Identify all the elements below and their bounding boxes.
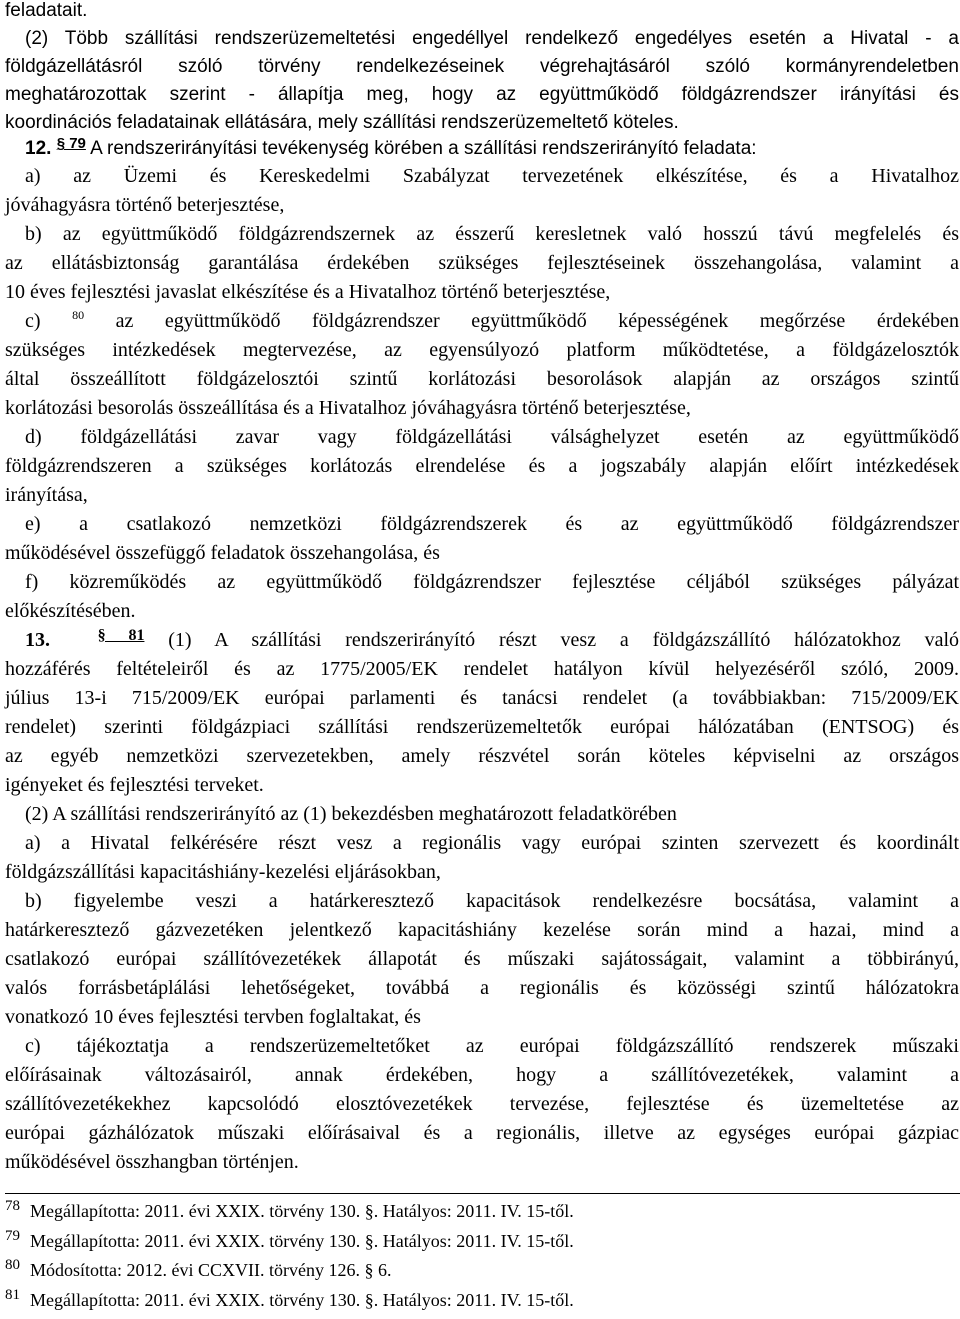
- footnote-separator: [5, 1193, 960, 1194]
- text-line: b) az együttműködő földgázrendszernek az ésszerű keresletnek való hosszú távú megfelelés és: [25, 223, 959, 245]
- section-footnote-ref: § 79: [56, 135, 86, 152]
- footnote-number: 80: [5, 1257, 20, 1273]
- point-label: c): [25, 310, 73, 332]
- footnote-ref: 80: [72, 308, 85, 322]
- text-line: f) közreműködés az együttműködő földgázrendszer fejlesztése céljából szükséges pályázat: [25, 571, 959, 593]
- text-line: csatlakozó európai szállítóvezetékek állapotát és műszaki sajátosságait, valamint a többirányú,: [5, 948, 959, 970]
- text-line: az egyéb nemzetközi szervezetekben, amely részvétel során köteles képviselni az országos: [5, 745, 959, 767]
- text-line: igényeket és fejlesztési terveket.: [5, 774, 264, 796]
- section-number: 13.: [25, 629, 50, 651]
- footnote: [5, 1257, 392, 1281]
- section-12-heading: [5, 135, 959, 160]
- text-line: A rendszerirányítási tevékenység körében a szállítási rendszerirányító feladata:: [85, 138, 757, 159]
- text-line: (2) A szállítási rendszerirányító az (1) bekezdésben meghatározott feladatkörében: [25, 803, 677, 825]
- text-line: az együttműködő földgázrendszer együttműködő képességének megőrzése érdekében: [84, 310, 959, 332]
- text-line: koordinációs feladatainak ellátására, mely szállítási rendszerüzemeltető köteles.: [5, 112, 679, 133]
- point-c-line: [5, 310, 959, 333]
- text-line: előkészítésében.: [5, 600, 136, 622]
- text-line: szükséges intézkedések megtervezése, az egyensúlyozó platform működtetése, a földgázelosztók: [5, 339, 959, 361]
- text-line: működésével összhangban történjen.: [5, 1151, 299, 1173]
- footnote-text: Megállapította: 2011. évi XXIX. törvény 130. §. Hatályos: 2011. IV. 15-től.: [30, 1290, 574, 1310]
- text-line: meghatározottak szerint - állapítja meg, hogy az együttműködő földgázrendszer irányítási és: [5, 84, 959, 105]
- text-line: a) az Üzemi és Kereskedelmi Szabályzat tervezetének elkészítése, és a Hivatalhoz: [25, 165, 959, 187]
- footnote-text: Módosította: 2012. évi CCXVII. törvény 126. § 6.: [30, 1260, 392, 1280]
- text-line: európai gázhálózatok műszaki előírásaival és a regionális, illetve az egységes európai gázpiac: [5, 1122, 959, 1144]
- section-13-heading: [5, 629, 959, 652]
- text-line: e) a csatlakozó nemzetközi földgázrendszerek és az együttműködő földgázrendszer: [25, 513, 959, 535]
- text-line: (1) A szállítási rendszerirányító részt vesz a földgázszállító hálózatokhoz való: [144, 629, 959, 651]
- text-line: az ellátásbiztonság garantálása érdekében szükséges fejlesztéseinek összehangolása, valamint a: [5, 252, 959, 274]
- footnote-number: 81: [5, 1287, 20, 1303]
- footnote-text: Megállapította: 2011. évi XXIX. törvény 130. §. Hatályos: 2011. IV. 15-től.: [30, 1231, 574, 1251]
- text-line: korlátozási besorolás összeállítása és a Hivatalhoz jóváhagyásra történő beterjesztése,: [5, 397, 691, 419]
- text-line: földgázellátásról szóló törvény rendelkezéseinek végrehajtásáról szóló kormányrendeletben: [5, 56, 959, 77]
- text-line: feladatait.: [5, 0, 88, 21]
- text-line: (2) Több szállítási rendszerüzemeltetési engedéllyel rendelkező engedélyes esetén a Hivatal - a: [25, 28, 959, 49]
- footnote-number: 79: [5, 1228, 20, 1244]
- text-line: július 13-i 715/2009/EK európai parlamenti és tanácsi rendelet (a továbbiakban: 715/2009/EK: [5, 687, 959, 709]
- footnote: [5, 1228, 574, 1252]
- text-line: vonatkozó 10 éves fejlesztési tervben foglaltakat, és: [5, 1006, 421, 1028]
- text-line: valós forrásbetáplálási lehetőségeket, továbbá a regionális és közösségi szintű hálózatokra: [5, 977, 959, 999]
- text-line: határkeresztező gázvezetéken jelentkező kapacitáshiány kezelése során mind a hazai, mind a: [5, 919, 959, 941]
- text-line: földgázszállítási kapacitáshiány-kezelési eljárásokban,: [5, 861, 441, 883]
- text-line: a) a Hivatal felkérésére részt vesz a regionális vagy európai szinten szervezett és koordinált: [25, 832, 959, 854]
- text-line: szállítóvezetékekhez kapcsolódó elosztóvezetékek tervezése, fejlesztése és üzemeltetése az: [5, 1093, 959, 1115]
- footnote-number: 78: [5, 1198, 20, 1214]
- footnote: [5, 1198, 574, 1222]
- section-number: 12.: [25, 138, 52, 159]
- text-line: c) tájékoztatja a rendszerüzemeltetőket az európai földgázszállító rendszerek műszaki: [25, 1035, 959, 1057]
- text-line: előírásainak változásairól, annak érdekében, hogy a szállítóvezetékek, valamint a: [5, 1064, 959, 1086]
- text-line: működésével összefüggő feladatok összehangolása, és: [5, 542, 440, 564]
- text-line: b) figyelembe veszi a határkeresztező kapacitások rendelkezésre bocsátása, valamint a: [25, 890, 959, 912]
- section-footnote-ref: § 81: [97, 627, 145, 644]
- footnote-text: Megállapította: 2011. évi XXIX. törvény 130. §. Hatályos: 2011. IV. 15-től.: [30, 1201, 574, 1221]
- text-line: d) földgázellátási zavar vagy földgázellátási válsághelyzet esetén az együttműködő: [25, 426, 959, 448]
- text-line: jóváhagyásra történő beterjesztése,: [5, 194, 285, 216]
- text-line: által összeállított földgázelosztói szintű korlátozási besorolások alapján az országos szintű: [5, 368, 959, 390]
- text-line: rendelet) szerinti földgázpiaci szállítási rendszerüzemeltetők európai hálózatában (ENTSOG) és: [5, 716, 959, 738]
- text-line: irányítása,: [5, 484, 88, 506]
- text-line: földgázrendszeren a szükséges korlátozás elrendelése és a jogszabály alapján előírt intézkedések: [5, 455, 959, 477]
- text-line: 10 éves fejlesztési javaslat elkészítése és a Hivatalhoz történő beterjesztése,: [5, 281, 611, 303]
- text-line: hozzáférés feltételeiről és az 1775/2005/EK rendelet hatályon kívül helyezéséről szóló, 2009.: [5, 658, 959, 680]
- footnote: [5, 1287, 574, 1311]
